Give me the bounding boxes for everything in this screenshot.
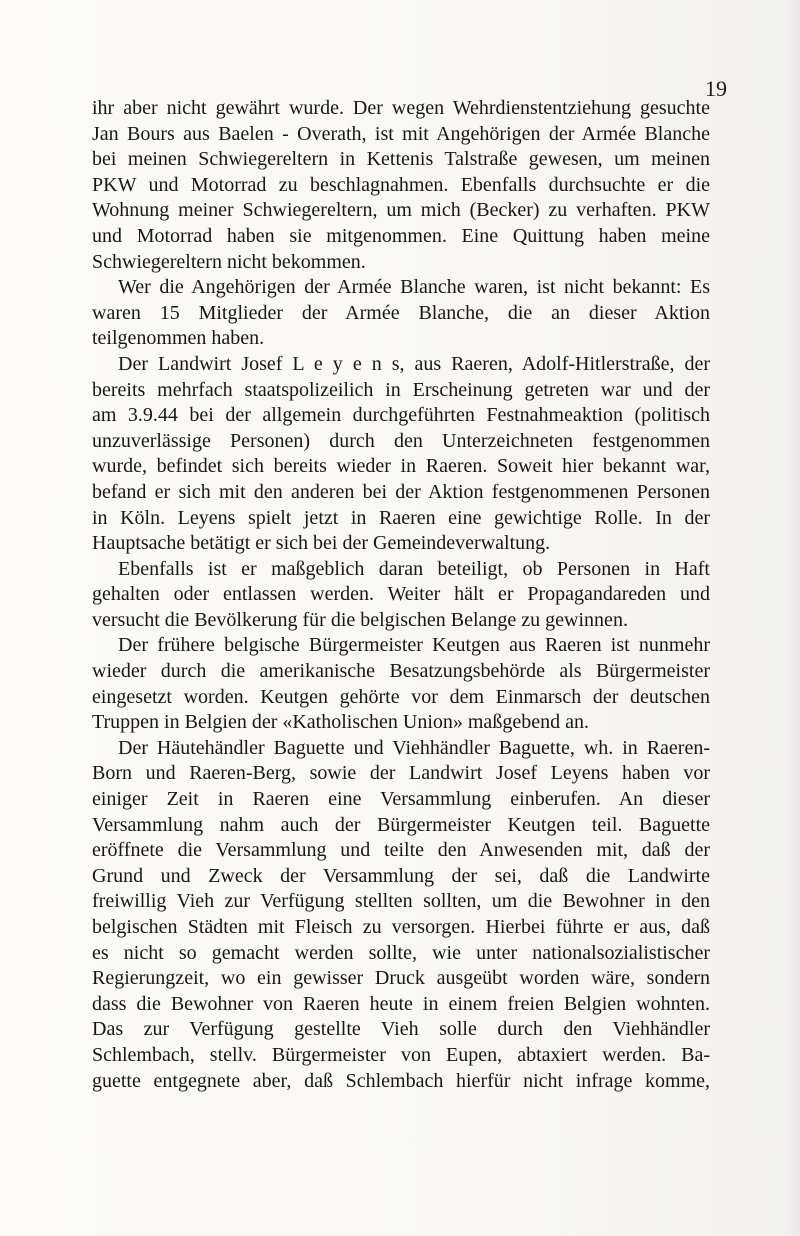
text-line: freiwillig Vieh zur Verfügung stellten sollten, um die Bewohner in den <box>92 890 710 913</box>
text-line: waren 15 Mitglieder der Armée Blanche, die an dieser Aktion <box>92 301 710 324</box>
text-line: Grund und Zweck der Versammlung der sei, daß die Landwirte <box>92 864 710 887</box>
text-line: eingesetzt worden. Keutgen gehörte vor dem Einmarsch der deutschen <box>92 685 710 708</box>
text-line: Wer die Angehörigen der Armée Blanche waren, ist nicht bekannt: Es <box>118 276 710 299</box>
text-line: Das zur Verfügung gestellte Vieh solle durch den Viehhändler <box>92 1018 710 1041</box>
text-line: Versammlung nahm auch der Bürgermeister Keutgen teil. Baguette <box>92 813 710 836</box>
text-line: wurde, befindet sich bereits wieder in Raeren. Soweit hier bekannt war, <box>92 455 710 478</box>
text-line: bereits mehrfach staatspolizeilich in Erscheinung getreten war und der <box>92 378 710 401</box>
text-line: Wohnung meiner Schwiegereltern, um mich (Becker) zu verhaften. PKW <box>92 199 710 222</box>
text-line: Der Landwirt Josef L e y e n s, aus Raeren, Adolf-Hitlerstraße, der <box>118 352 710 375</box>
scan-edge-shadow <box>786 0 800 1236</box>
text-line: Regierungzeit, wo ein gewisser Druck ausgeübt worden wäre, sondern <box>92 967 710 990</box>
paragraph <box>92 736 710 1094</box>
text-line: gehalten oder entlassen werden. Weiter hält er Propagandareden und <box>92 583 710 606</box>
text-line: befand er sich mit den anderen bei der Aktion festgenommenen Personen <box>92 480 710 503</box>
paragraph <box>92 96 710 275</box>
text-line: in Köln. Leyens spielt jetzt in Raeren eine gewichtige Rolle. In der <box>92 506 710 529</box>
text-line: versucht die Bevölkerung für die belgischen Belange zu gewinnen. <box>92 608 628 631</box>
text-line: Hauptsache betätigt er sich bei der Gemeindeverwaltung. <box>92 532 551 555</box>
text-line: Der frühere belgische Bürgermeister Keutgen aus Raeren ist nunmehr <box>118 634 710 657</box>
text-line: Der Häutehändler Baguette und Viehhändler Baguette, wh. in Raeren- <box>118 736 710 759</box>
text-line: belgischen Städten mit Fleisch zu versorgen. Hierbei führte er aus, daß <box>92 916 710 938</box>
paragraph <box>92 557 710 634</box>
paragraph <box>92 633 710 735</box>
paragraph <box>92 275 710 352</box>
text-line: Jan Bours aus Baelen - Overath, ist mit Angehörigen der Armée Blanche <box>92 122 710 145</box>
body-text <box>92 96 710 1094</box>
text-line: es nicht so gemacht werden sollte, wie unter nationalsozialistischer <box>92 941 710 964</box>
text-line: und Motorrad haben sie mitgenommen. Eine Quittung haben meine <box>92 224 710 247</box>
paragraph <box>92 352 710 557</box>
text-line: Born und Raeren-Berg, sowie der Landwirt Josef Leyens haben vor <box>92 762 710 785</box>
text-line: unzuverlässige Personen) durch den Unterzeichneten festgenommen <box>92 429 710 452</box>
text-line: Truppen in Belgien der «Katholischen Union» maßgebend an. <box>92 711 589 734</box>
text-line: Schwiegereltern nicht bekommen. <box>92 250 366 273</box>
text-line: eröffnete die Versammlung und teilte den Anwesenden mit, daß der <box>92 839 710 862</box>
text-line: wieder durch die amerikanische Besatzungsbehörde als Bürgermeister <box>92 660 710 683</box>
text-line: Ebenfalls ist er maßgeblich daran beteiligt, ob Personen in Haft <box>118 557 710 580</box>
text-line: teilgenommen haben. <box>92 327 265 350</box>
text-line: bei meinen Schwiegereltern in Kettenis Talstraße gewesen, um meinen <box>92 148 710 171</box>
text-line: Schlembach, stellv. Bürgermeister von Eupen, abtaxiert werden. Ba- <box>92 1043 710 1066</box>
text-line: dass die Bewohner von Raeren heute in einem freien Belgien wohnten. <box>92 992 710 1015</box>
text-line: PKW und Motorrad zu beschlagnahmen. Ebenfalls durchsuchte er die <box>92 173 710 196</box>
text-line: ihr aber nicht gewährt wurde. Der wegen Wehrdienstentziehung gesuchte <box>92 97 710 119</box>
page-number: 19 <box>705 76 727 101</box>
text-line: guette entgegnete aber, daß Schlembach hierfür nicht infrage komme, <box>92 1069 710 1092</box>
text-line: am 3.9.44 bei der allgemein durchgeführten Festnahmeaktion (politisch <box>92 404 710 427</box>
text-line: einiger Zeit in Raeren eine Versammlung einberufen. An dieser <box>92 788 710 811</box>
